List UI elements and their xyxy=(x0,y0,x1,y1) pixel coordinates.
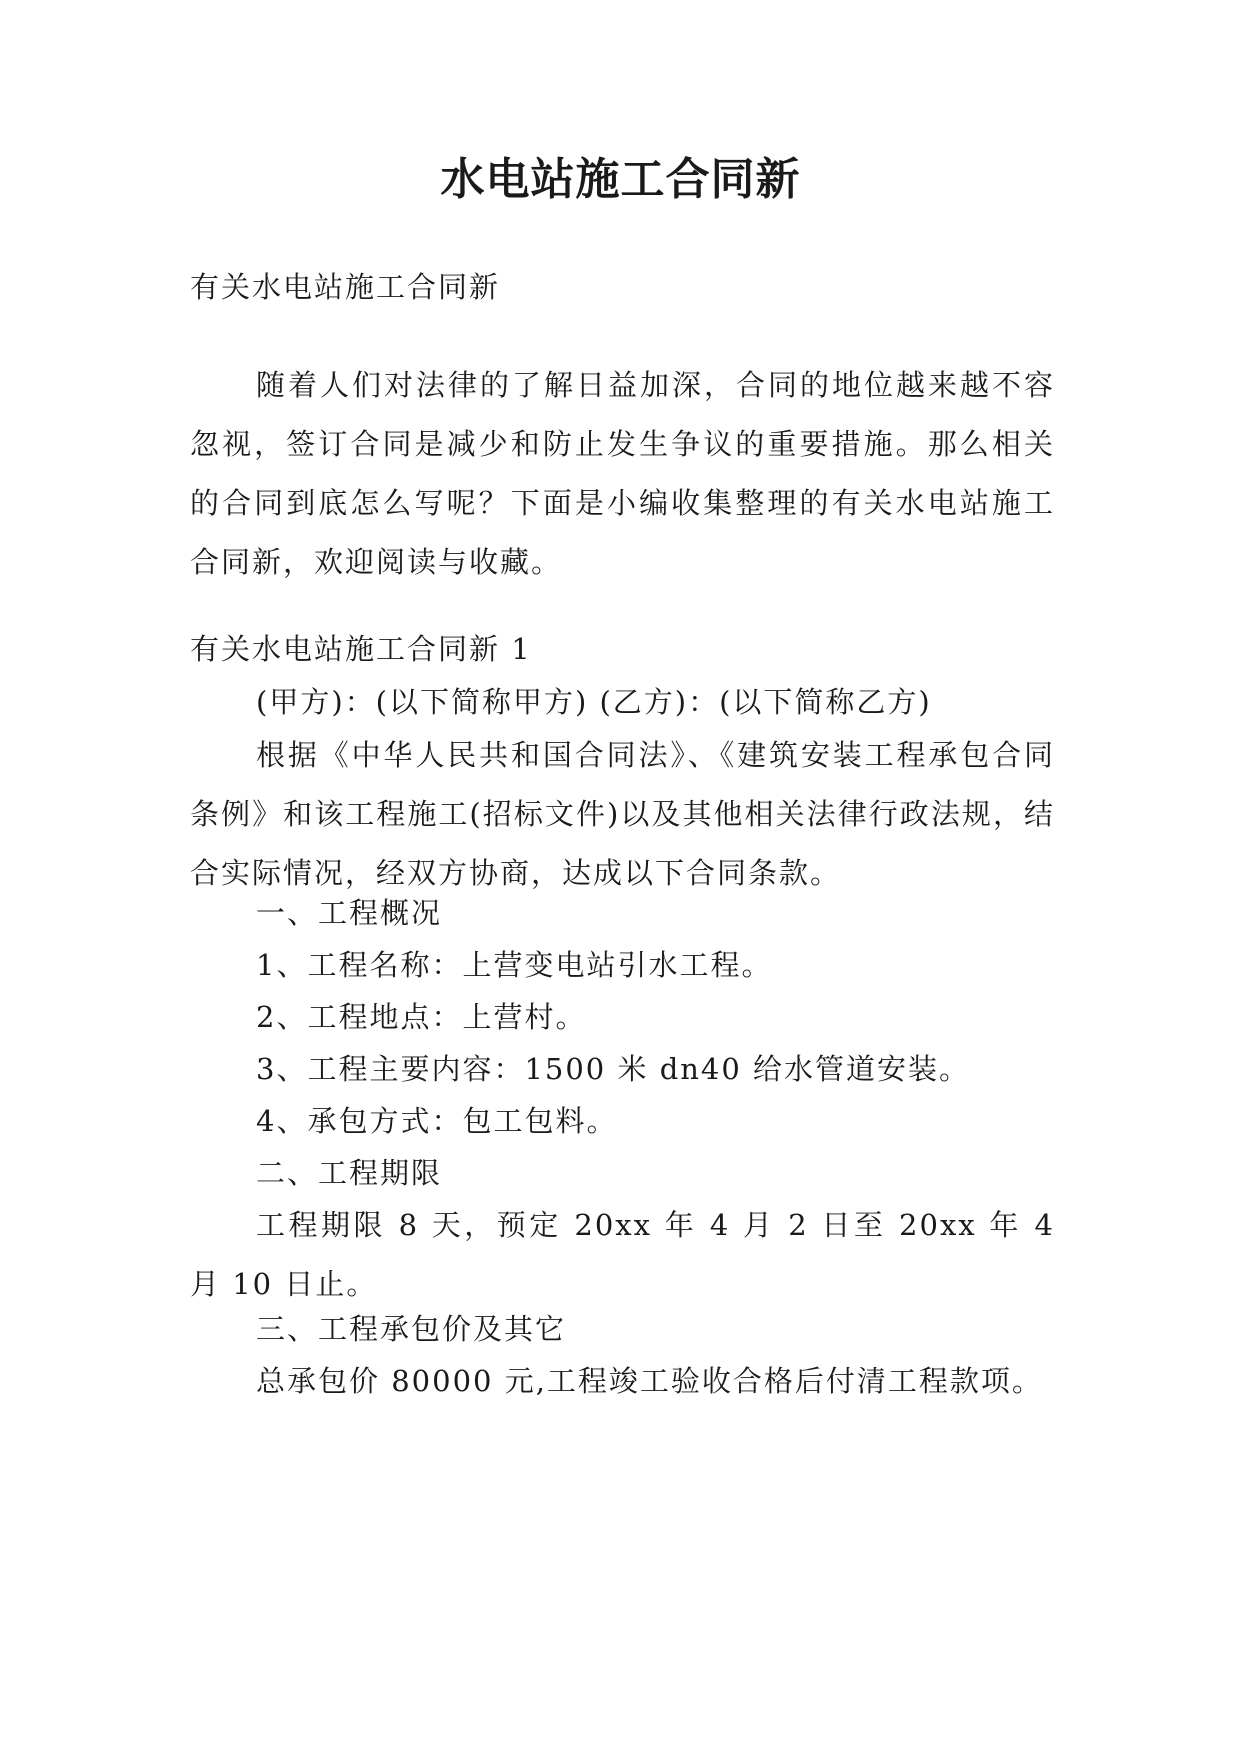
clause-2-title: 二、工程期限 xyxy=(256,1156,443,1190)
intro-paragraph: 随着人们对法律的了解日益加深，合同的地位越来越不容忽视，签订合同是减少和防止发生争议的重要措施。那么相关的合同到底怎么写呢？下面是小编收集整理的有关水电站施工合同新，欢迎阅读与收藏。 xyxy=(190,368,1055,579)
clause-3-title: 三、工程承包价及其它 xyxy=(256,1312,567,1346)
clause-1-item-3: 3、工程主要内容：1500 米 dn40 给水管道安装。 xyxy=(256,1052,971,1086)
document-subtitle: 有关水电站施工合同新 xyxy=(190,270,501,304)
clause-1-item-2: 2、工程地点：上营村。 xyxy=(256,1000,587,1034)
document-title: 水电站施工合同新 xyxy=(440,154,801,205)
clause-1-title: 一、工程概况 xyxy=(256,896,443,930)
clause-1-item-4: 4、承包方式：包工包料。 xyxy=(256,1104,618,1138)
basis-paragraph: 根据《中华人民共和国合同法》、《建筑安装工程承包合同条例》和该工程施工(招标文件)以及其他相关法律行政法规，结合实际情况，经双方协商，达成以下合同条款。 xyxy=(190,738,1055,890)
clause-2-period: 工程期限 8 天，预定 20xx 年 4 月 2 日至 20xx 年 4 月 10 日止。 xyxy=(190,1208,1055,1301)
section-heading: 有关水电站施工合同新 1 xyxy=(190,632,532,666)
parties-line: (甲方)：(以下简称甲方) (乙方)：(以下简称乙方) xyxy=(256,685,932,719)
clause-3-price: 总承包价 80000 元,工程竣工验收合格后付清工程款项。 xyxy=(256,1364,1043,1398)
clause-1-item-1: 1、工程名称：上营变电站引水工程。 xyxy=(256,948,773,982)
